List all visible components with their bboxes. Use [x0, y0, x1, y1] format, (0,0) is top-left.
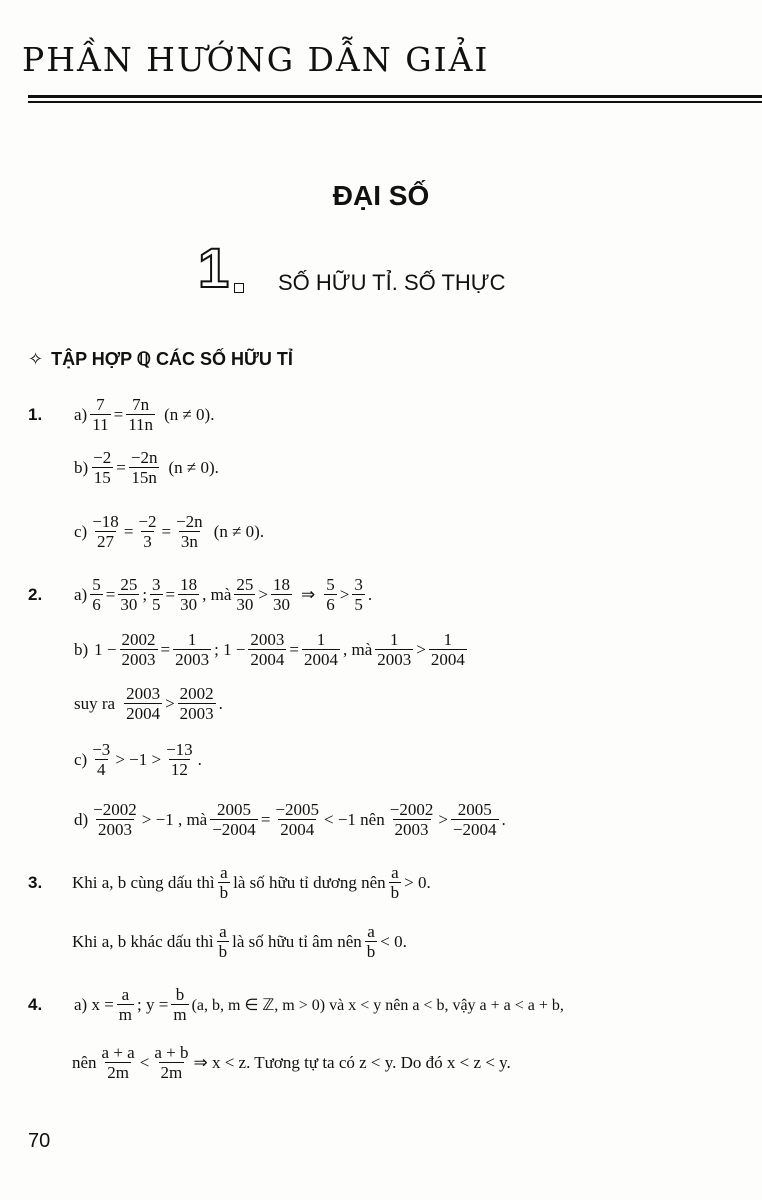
- numerator: 18: [180, 575, 198, 594]
- fraction: [100, 1043, 137, 1082]
- operator: =: [116, 457, 126, 477]
- fraction: [234, 575, 255, 614]
- denominator: 30: [273, 595, 291, 614]
- denominator: 15n: [131, 468, 157, 487]
- fraction: [164, 740, 195, 779]
- operator: >: [339, 584, 350, 604]
- denominator: 2m: [107, 1063, 129, 1082]
- text: a) x =: [74, 994, 114, 1014]
- numerator: −2002: [93, 800, 137, 819]
- denominator: m: [118, 1005, 133, 1024]
- denominator: b: [366, 942, 376, 961]
- fraction: [90, 740, 112, 779]
- text: nên: [72, 1052, 97, 1072]
- fraction: [178, 684, 216, 723]
- ex1-c: [74, 512, 264, 551]
- chapter-square-icon: [234, 283, 244, 293]
- ex1-number: 1.: [28, 404, 43, 424]
- implies-icon: ⇒: [301, 584, 316, 604]
- numerator: 1: [443, 630, 453, 649]
- ex1-a-label: a): [74, 404, 88, 424]
- numerator: 2002: [121, 630, 156, 649]
- fraction: [150, 575, 163, 614]
- denominator: 27: [97, 532, 115, 551]
- punct: .: [218, 693, 223, 713]
- text: ⇒ x < z. Tương tự ta có z < y. Do đó x < z < y.: [193, 1052, 511, 1072]
- denominator: −2004: [212, 820, 256, 839]
- fraction: [90, 512, 121, 551]
- denominator: −2004: [452, 820, 497, 839]
- numerator: −2002: [389, 800, 434, 819]
- ex2-a-label: a): [74, 584, 88, 604]
- fraction: [210, 800, 258, 839]
- numerator: −2: [138, 512, 157, 531]
- numerator: −13: [166, 740, 193, 759]
- text: (a, b, m ∈ ℤ, m > 0) và x < y nên a < b, vậy a + a < a + b,: [191, 996, 564, 1014]
- fraction: [218, 863, 231, 902]
- ex4-line1: [28, 985, 564, 1024]
- numerator: 3: [354, 575, 363, 594]
- numerator: a: [367, 922, 375, 941]
- numerator: a: [391, 863, 399, 882]
- denominator: 3: [143, 532, 152, 551]
- punct: .: [197, 749, 202, 769]
- fraction: [90, 575, 103, 614]
- header-rule-thin: [28, 101, 762, 103]
- condition: (n ≠ 0).: [213, 521, 265, 541]
- numerator: 1: [187, 630, 197, 649]
- denominator: 5: [152, 595, 161, 614]
- denominator: 2004: [280, 820, 315, 839]
- fraction: [388, 800, 436, 839]
- numerator: −2n: [176, 512, 203, 531]
- text: là số hữu tỉ dương nên: [233, 872, 386, 892]
- ex1-b-label: b): [74, 457, 89, 477]
- denominator: 2003: [97, 820, 132, 839]
- denominator: 30: [236, 595, 254, 614]
- fraction: [117, 985, 134, 1024]
- fraction: [91, 448, 113, 487]
- inequality: > −1 , mà: [141, 809, 208, 829]
- denominator: 2004: [126, 704, 161, 723]
- fraction: [120, 630, 158, 669]
- numerator: a: [220, 863, 228, 882]
- fraction: [126, 395, 155, 434]
- denominator: 4: [97, 760, 106, 779]
- fraction: [91, 800, 139, 839]
- fraction: [451, 800, 499, 839]
- denominator: 2003: [121, 650, 156, 669]
- ex4-line2: [72, 1043, 511, 1082]
- fraction: [273, 800, 321, 839]
- denominator: 2004: [304, 650, 339, 669]
- fraction: [118, 575, 139, 614]
- text: > 0.: [404, 872, 431, 892]
- ex1-a: [28, 395, 214, 434]
- subsection-heading: [28, 349, 293, 370]
- suy-ra-label: suy ra: [74, 693, 116, 713]
- operator: <: [139, 1052, 150, 1072]
- denominator: 2m: [160, 1063, 183, 1082]
- numerator: a + a: [101, 1043, 135, 1062]
- fraction: [217, 922, 230, 961]
- condition: (n ≠ 0).: [168, 457, 219, 477]
- denominator: b: [218, 942, 228, 961]
- fraction: [178, 575, 199, 614]
- fraction: [271, 575, 292, 614]
- text: < 0.: [380, 931, 407, 951]
- denominator: 2003: [377, 650, 412, 669]
- numerator: a: [219, 922, 227, 941]
- text: ; y =: [137, 994, 169, 1014]
- fraction: [174, 512, 205, 551]
- numerator: 25: [120, 575, 138, 594]
- denominator: 12: [170, 760, 188, 779]
- operator: =: [289, 639, 300, 659]
- ex2-c-label: c): [74, 749, 88, 769]
- ex3-number: 3.: [28, 872, 43, 892]
- numerator: −18: [92, 512, 119, 531]
- numerator: 25: [236, 575, 254, 594]
- condition: (n ≠ 0).: [164, 404, 215, 424]
- numerator: 5: [326, 575, 335, 594]
- denominator: b: [219, 883, 229, 902]
- numerator: a + b: [154, 1043, 189, 1062]
- denominator: 5: [354, 595, 363, 614]
- operator: =: [123, 521, 134, 541]
- denominator: m: [173, 1005, 187, 1024]
- numerator: −2005: [275, 800, 319, 819]
- operator: =: [260, 809, 271, 829]
- denominator: 11n: [128, 415, 154, 434]
- denominator: 30: [180, 595, 198, 614]
- fraction: [324, 575, 337, 614]
- numerator: 7: [96, 395, 105, 414]
- subsection-title: TẬP HỢP ℚ CÁC SỐ HỮU TỈ: [51, 349, 293, 369]
- numerator: 2003: [250, 630, 285, 649]
- ex1-b: [74, 448, 219, 487]
- ex2-a: [28, 575, 372, 614]
- ex2-c: [74, 740, 202, 779]
- operator: >: [438, 809, 448, 829]
- page-header-title: PHẦN HƯỚNG DẪN GIẢI: [22, 40, 490, 79]
- ex2-b-conclusion: [74, 684, 223, 723]
- numerator: b: [175, 985, 185, 1004]
- ex2-b-label: b): [74, 639, 89, 659]
- numerator: 5: [92, 575, 101, 594]
- fraction: [429, 630, 467, 669]
- operator: =: [105, 584, 116, 604]
- conjunction: , mà: [202, 584, 232, 604]
- fraction: [90, 395, 110, 434]
- denominator: 2003: [175, 650, 210, 669]
- inequality: > −1 >: [115, 749, 162, 769]
- ex3-line1: [28, 863, 431, 902]
- numerator: −3: [92, 740, 111, 759]
- ex1-c-label: c): [74, 521, 88, 541]
- fraction: [129, 448, 160, 487]
- text: là số hữu tỉ âm nên: [232, 931, 362, 951]
- operator: =: [161, 521, 172, 541]
- denominator: 30: [120, 595, 138, 614]
- fraction: [171, 985, 188, 1024]
- denominator: 2004: [250, 650, 285, 669]
- fraction: [389, 863, 402, 902]
- fraction: [375, 630, 413, 669]
- ex4-number: 4.: [28, 994, 43, 1014]
- fraction: [302, 630, 340, 669]
- operator: >: [416, 639, 426, 659]
- numerator: a: [121, 985, 130, 1004]
- ex2-b: [74, 630, 470, 669]
- chapter-number: 1: [198, 236, 230, 299]
- fraction: [248, 630, 286, 669]
- denominator: 15: [93, 468, 111, 487]
- text: Khi a, b cùng dấu thì: [72, 872, 215, 892]
- ex2-number: 2.: [28, 584, 43, 604]
- operator: =: [165, 584, 176, 604]
- numerator: 7n: [132, 395, 150, 414]
- fraction: [124, 684, 162, 723]
- separator: ; 1 −: [214, 639, 246, 659]
- ex2-d-label: d): [74, 809, 89, 829]
- numerator: −2n: [130, 448, 158, 467]
- punct: .: [501, 809, 506, 829]
- denominator: b: [390, 883, 400, 902]
- operator: >: [258, 584, 269, 604]
- numerator: 3: [152, 575, 161, 594]
- denominator: 6: [326, 595, 335, 614]
- numerator: 2005: [457, 800, 492, 819]
- ex2-d: [74, 800, 506, 839]
- denominator: 2003: [179, 704, 214, 723]
- fraction: [352, 575, 365, 614]
- diamond-bullet-icon: ✧: [28, 349, 44, 369]
- header-rule-thick: [28, 95, 762, 98]
- denominator: 11: [92, 415, 109, 434]
- denominator: 6: [92, 595, 101, 614]
- term: 1 −: [94, 639, 117, 659]
- operator: =: [113, 404, 124, 424]
- operator: =: [160, 639, 171, 659]
- denominator: 2003: [394, 820, 429, 839]
- chapter-title: SỐ HỮU TỈ. SỐ THỰC: [278, 270, 506, 295]
- numerator: −2: [93, 448, 112, 467]
- conjunction: , mà: [343, 639, 373, 659]
- section-title: ĐẠI SỐ: [332, 180, 430, 211]
- numerator: 1: [390, 630, 399, 649]
- operator: >: [165, 693, 175, 713]
- numerator: 2003: [126, 684, 161, 703]
- fraction: [173, 630, 211, 669]
- page-number: 70: [28, 1130, 51, 1152]
- fraction: [136, 512, 158, 551]
- separator: ;: [142, 584, 148, 604]
- fraction: [152, 1043, 190, 1082]
- numerator: 18: [273, 575, 291, 594]
- numerator: 2002: [179, 684, 214, 703]
- numerator: 1: [316, 630, 326, 649]
- numerator: 2005: [217, 800, 252, 819]
- denominator: 3n: [180, 532, 198, 551]
- inequality: < −1 nên: [324, 809, 385, 829]
- text: Khi a, b khác dấu thì: [72, 931, 214, 951]
- fraction: [365, 922, 378, 961]
- ex3-line2: [72, 922, 407, 961]
- denominator: 2004: [430, 650, 465, 669]
- punct: .: [367, 584, 373, 604]
